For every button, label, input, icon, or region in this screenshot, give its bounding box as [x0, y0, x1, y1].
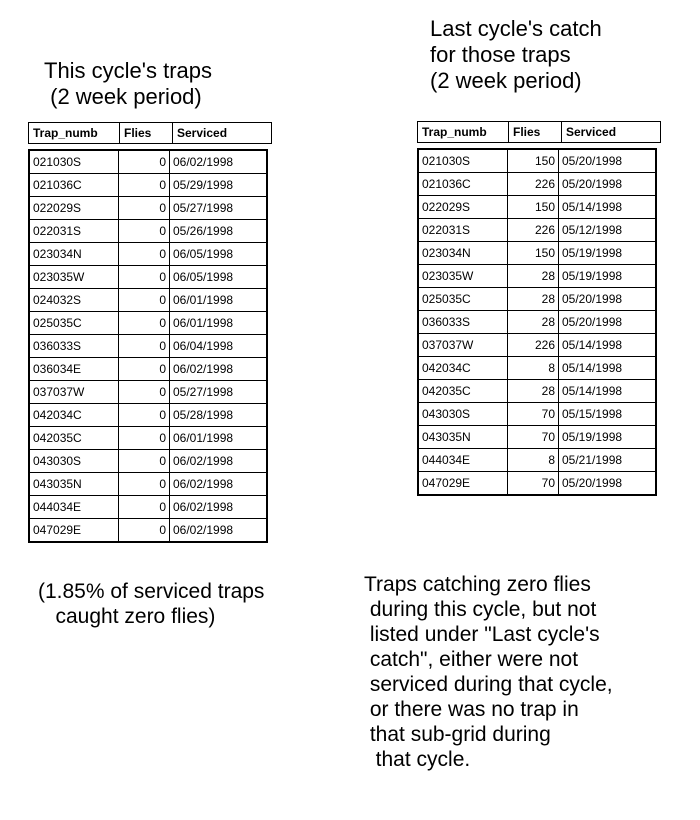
column-header-trap-numb: Trap_numb	[29, 123, 120, 144]
serviced-date-cell: 05/14/1998	[559, 380, 657, 403]
trap-number-cell: 022031S	[29, 220, 119, 243]
trap-number-cell: 036033S	[418, 311, 508, 334]
serviced-date-cell: 05/14/1998	[559, 357, 657, 380]
trap-number-cell: 047029E	[418, 472, 508, 496]
table-row	[29, 381, 267, 404]
serviced-date-cell: 05/14/1998	[559, 196, 657, 219]
table-row	[418, 242, 656, 265]
trap-number-cell: 037037W	[418, 334, 508, 357]
table-row	[29, 312, 267, 335]
trap-number-cell: 021036C	[418, 173, 508, 196]
flies-cell: 28	[508, 380, 559, 403]
flies-cell: 0	[119, 335, 170, 358]
table-row	[418, 265, 656, 288]
serviced-date-cell: 05/20/1998	[559, 311, 657, 334]
column-header-serviced: Serviced	[562, 122, 661, 143]
table-row	[29, 335, 267, 358]
trap-number-cell: 022031S	[418, 219, 508, 242]
trap-number-cell: 023035W	[418, 265, 508, 288]
serviced-date-cell: 05/29/1998	[170, 174, 268, 197]
trap-number-cell: 044034E	[418, 449, 508, 472]
serviced-date-cell: 05/20/1998	[559, 149, 657, 173]
table-row	[29, 220, 267, 243]
table-row	[418, 334, 656, 357]
zero-flies-percentage-note: (1.85% of serviced traps caught zero flies)	[38, 580, 265, 628]
trap-number-cell: 037037W	[29, 381, 119, 404]
serviced-date-cell: 06/02/1998	[170, 358, 268, 381]
table-row	[29, 174, 267, 197]
flies-cell: 0	[119, 358, 170, 381]
trap-number-cell: 036034E	[29, 358, 119, 381]
serviced-date-cell: 06/02/1998	[170, 496, 268, 519]
column-header-flies: Flies	[509, 122, 562, 143]
table-row	[29, 243, 267, 266]
trap-number-cell: 025035C	[418, 288, 508, 311]
flies-cell: 70	[508, 426, 559, 449]
flies-cell: 28	[508, 288, 559, 311]
flies-cell: 0	[119, 381, 170, 404]
flies-cell: 28	[508, 311, 559, 334]
trap-number-cell: 047029E	[29, 519, 119, 543]
column-header-flies: Flies	[120, 123, 173, 144]
table-row	[29, 496, 267, 519]
trap-number-cell: 021030S	[418, 149, 508, 173]
flies-cell: 150	[508, 149, 559, 173]
trap-number-cell: 042035C	[418, 380, 508, 403]
last-cycle-table	[417, 148, 657, 496]
flies-cell: 70	[508, 403, 559, 426]
flies-cell: 0	[119, 496, 170, 519]
table-row	[29, 519, 267, 543]
trap-number-cell: 044034E	[29, 496, 119, 519]
trap-number-cell: 042034C	[418, 357, 508, 380]
last-cycle-heading: Last cycle's catch for those traps (2 week period)	[430, 16, 602, 93]
flies-cell: 0	[119, 519, 170, 543]
trap-number-cell: 042034C	[29, 404, 119, 427]
trap-number-cell: 022029S	[418, 196, 508, 219]
serviced-date-cell: 05/14/1998	[559, 334, 657, 357]
flies-cell: 0	[119, 174, 170, 197]
serviced-date-cell: 06/01/1998	[170, 427, 268, 450]
table-row	[418, 380, 656, 403]
flies-cell: 28	[508, 265, 559, 288]
trap-number-cell: 023034N	[29, 243, 119, 266]
serviced-date-cell: 06/01/1998	[170, 312, 268, 335]
flies-cell: 0	[119, 220, 170, 243]
table-row	[418, 426, 656, 449]
explanation-note: Traps catching zero flies during this cycle, but not listed under "Last cycle's catch", either were not serviced during that cycle, or there was no trap in that sub-grid during that cycle.	[364, 573, 613, 771]
table-row	[29, 450, 267, 473]
table-row	[418, 472, 656, 496]
this-cycle-table-header	[28, 122, 272, 144]
serviced-date-cell: 06/02/1998	[170, 473, 268, 496]
serviced-date-cell: 05/19/1998	[559, 242, 657, 265]
flies-cell: 150	[508, 196, 559, 219]
table-row	[418, 357, 656, 380]
trap-number-cell: 025035C	[29, 312, 119, 335]
trap-number-cell: 043030S	[29, 450, 119, 473]
column-header-trap-numb: Trap_numb	[418, 122, 509, 143]
flies-cell: 0	[119, 289, 170, 312]
serviced-date-cell: 05/20/1998	[559, 173, 657, 196]
serviced-date-cell: 05/15/1998	[559, 403, 657, 426]
table-row	[418, 403, 656, 426]
trap-number-cell: 022029S	[29, 197, 119, 220]
trap-number-cell: 024032S	[29, 289, 119, 312]
serviced-date-cell: 05/19/1998	[559, 265, 657, 288]
flies-cell: 226	[508, 173, 559, 196]
table-row	[418, 173, 656, 196]
serviced-date-cell: 06/02/1998	[170, 150, 268, 174]
trap-number-cell: 021030S	[29, 150, 119, 174]
serviced-date-cell: 05/26/1998	[170, 220, 268, 243]
serviced-date-cell: 05/21/1998	[559, 449, 657, 472]
table-row	[418, 219, 656, 242]
trap-number-cell: 043035N	[29, 473, 119, 496]
trap-number-cell: 023034N	[418, 242, 508, 265]
table-row	[418, 311, 656, 334]
flies-cell: 0	[119, 312, 170, 335]
serviced-date-cell: 06/02/1998	[170, 519, 268, 543]
serviced-date-cell: 05/19/1998	[559, 426, 657, 449]
flies-cell: 0	[119, 473, 170, 496]
table-row	[418, 196, 656, 219]
last-cycle-table-header	[417, 121, 661, 143]
trap-number-cell: 043030S	[418, 403, 508, 426]
trap-number-cell: 021036C	[29, 174, 119, 197]
flies-cell: 226	[508, 334, 559, 357]
table-row	[29, 197, 267, 220]
flies-cell: 0	[119, 243, 170, 266]
serviced-date-cell: 06/01/1998	[170, 289, 268, 312]
flies-cell: 0	[119, 404, 170, 427]
table-row	[418, 449, 656, 472]
trap-number-cell: 043035N	[418, 426, 508, 449]
serviced-date-cell: 06/05/1998	[170, 266, 268, 289]
trap-number-cell: 042035C	[29, 427, 119, 450]
flies-cell: 70	[508, 472, 559, 496]
serviced-date-cell: 06/05/1998	[170, 243, 268, 266]
serviced-date-cell: 05/20/1998	[559, 288, 657, 311]
flies-cell: 0	[119, 150, 170, 174]
table-row	[29, 404, 267, 427]
flies-cell: 0	[119, 197, 170, 220]
flies-cell: 150	[508, 242, 559, 265]
serviced-date-cell: 05/20/1998	[559, 472, 657, 496]
serviced-date-cell: 06/02/1998	[170, 450, 268, 473]
flies-cell: 0	[119, 427, 170, 450]
serviced-date-cell: 05/12/1998	[559, 219, 657, 242]
this-cycle-table	[28, 149, 268, 543]
serviced-date-cell: 05/27/1998	[170, 381, 268, 404]
this-cycle-heading: This cycle's traps (2 week period)	[44, 58, 213, 109]
serviced-date-cell: 05/27/1998	[170, 197, 268, 220]
serviced-date-cell: 06/04/1998	[170, 335, 268, 358]
trap-number-cell: 023035W	[29, 266, 119, 289]
flies-cell: 0	[119, 450, 170, 473]
flies-cell: 226	[508, 219, 559, 242]
table-row	[29, 473, 267, 496]
table-row	[29, 427, 267, 450]
table-row	[29, 266, 267, 289]
serviced-date-cell: 05/28/1998	[170, 404, 268, 427]
trap-number-cell: 036033S	[29, 335, 119, 358]
column-header-serviced: Serviced	[173, 123, 272, 144]
table-row	[418, 149, 656, 173]
flies-cell: 0	[119, 266, 170, 289]
table-row	[29, 289, 267, 312]
table-row	[418, 288, 656, 311]
table-row	[29, 358, 267, 381]
table-row	[29, 150, 267, 174]
flies-cell: 8	[508, 357, 559, 380]
flies-cell: 8	[508, 449, 559, 472]
